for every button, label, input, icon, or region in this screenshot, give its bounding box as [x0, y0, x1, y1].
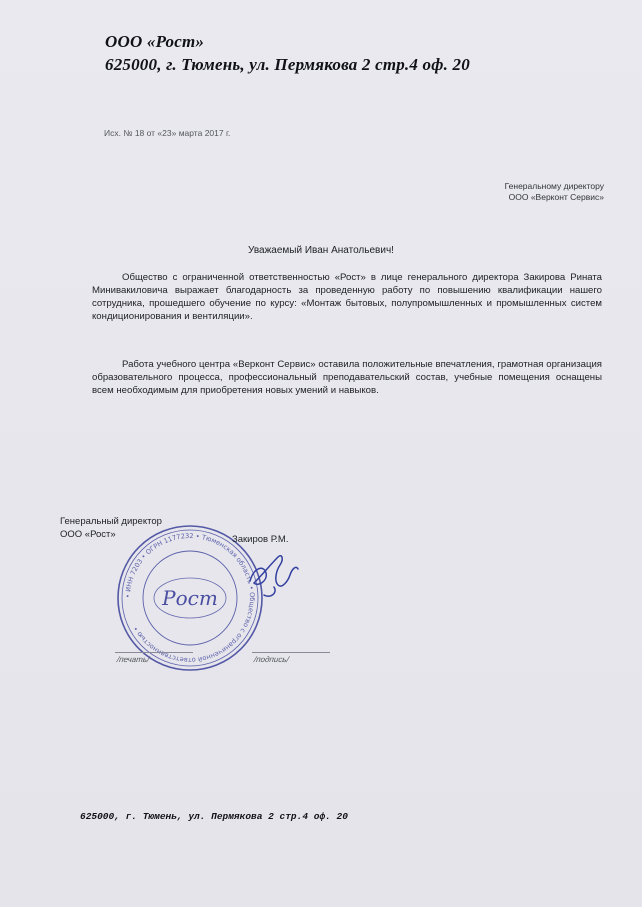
stamp-ring-text: • ИНН 7203 • ОГРН 1177232 • Тюменская область • Общество с ограниченной ответственностью • — [123, 531, 257, 665]
signature-caption: /подпись/ — [253, 655, 290, 664]
company-stamp — [115, 523, 265, 673]
addressee-line-1: Генеральному директору — [504, 181, 604, 191]
body-paragraph-1: Общество с ограниченной ответственностью «Рост» в лице генерального директора Закирова Рината Минивакиловича выражает благодарность за проведенную работу по повышению квалификации нашего сотрудника, прошедшего обучение по курсу: «Монтаж бытовых, полупромышленных и промышленных систем кондиционирования и вентиляции». — [92, 272, 602, 322]
stamp-center-text: Рост — [162, 586, 218, 610]
signatory-position: Генеральный директор — [60, 516, 162, 527]
reference-number: Исх. № 18 от «23» марта 2017 г. — [104, 128, 231, 138]
signature-line — [252, 652, 330, 653]
addressee-block — [505, 181, 604, 203]
body-paragraph-2: Работа учебного центра «Верконт Сервис» оставила положительные впечатления, грамотная организация образовательного процесса, профессиональный преподавательский состав, учебные помещения оснащены всем необходимым для приобретения новых умений и навыков. — [92, 359, 602, 396]
letterhead-address: 625000, г. Тюмень, ул. Пермякова 2 стр.4 оф. 20 — [105, 55, 470, 74]
letterhead-company: ООО «Рост» — [105, 32, 205, 51]
stamp-caption: /печать/ — [116, 655, 150, 664]
greeting: Уважаемый Иван Анатольевич! — [248, 245, 394, 256]
signatory-company: ООО «Рост» — [60, 529, 116, 540]
footer-address: 625000, г. Тюмень, ул. Пермякова 2 стр.4 оф. 20 — [80, 811, 348, 822]
stamp-line — [115, 652, 193, 653]
signatory-name: Закиров Р.М. — [232, 534, 289, 545]
addressee-line-2: ООО «Верконт Сервис» — [508, 192, 604, 202]
handwritten-signature — [244, 545, 304, 605]
